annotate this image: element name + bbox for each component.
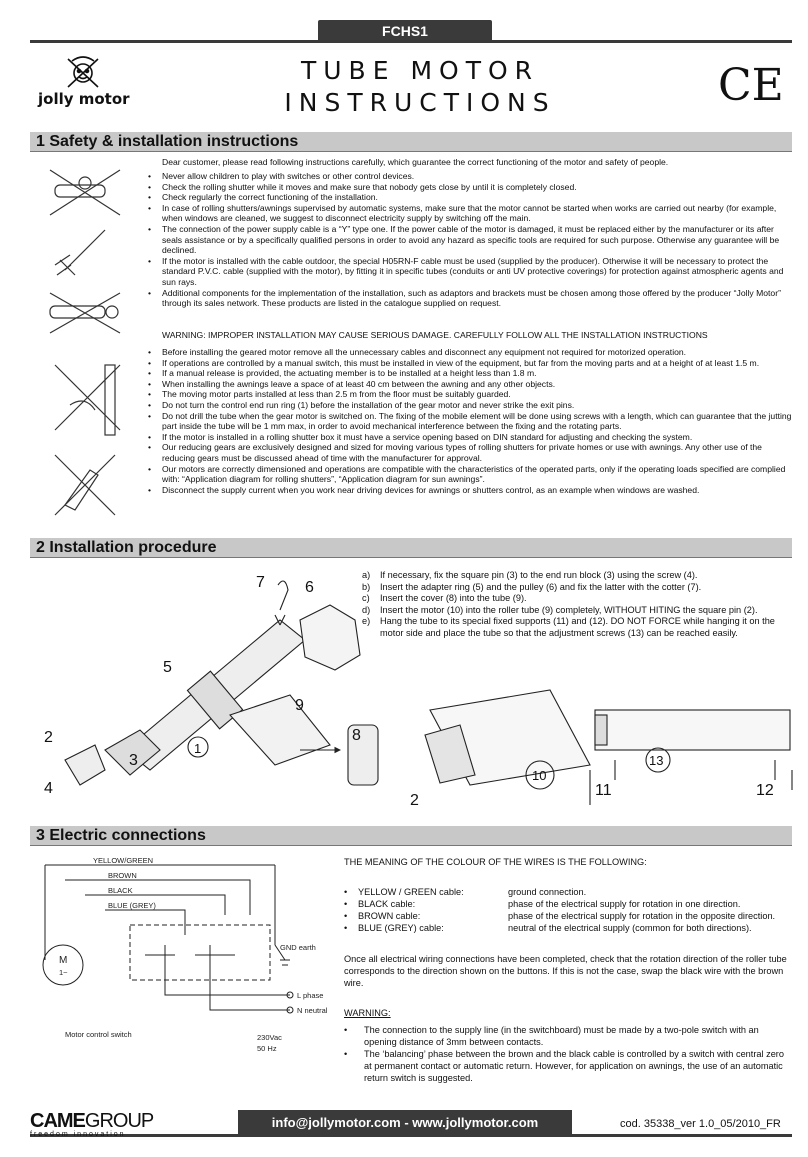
wire-label: BROWN: [108, 871, 137, 880]
cable-tube-icon: [40, 288, 130, 338]
brand-name: jolly motor: [38, 90, 130, 108]
section-2-heading: 2 Installation procedure: [30, 538, 792, 558]
list-item: • The connection of the power supply cable is a “Y” type one. If the power cable of the motor is damaged, it must be replaced either by the manufacturer or its after seals assistance or by a specifically qualified persons in order to avoid any hazard as specific tools are required for such purpose. Otherwise any guarantee will be declined.: [148, 224, 792, 256]
figure-label: 10: [532, 768, 547, 783]
list-item: • YELLOW / GREEN cable: ground connection.: [344, 886, 792, 898]
awning-manual-icon: [150, 355, 151, 356]
header-rule: [30, 40, 792, 43]
voltage-label: 230Vac: [257, 1033, 282, 1042]
came-tagline: freedom innovation: [30, 1131, 126, 1138]
list-item: • Before installing the geared motor remove all the unnecessary cables and disconnect any equipment not required for motorized operation.: [148, 347, 792, 358]
warning-title: WARNING:: [344, 1008, 391, 1018]
jolly-motor-logo-icon: [58, 55, 108, 91]
tube-right-icon: [120, 380, 121, 381]
list-item: • Disconnect the supply current when you work near driving devices for awnings or shutters control, as an example when windows are washed.: [148, 485, 792, 496]
wire-meaning-title: THE MEANING OF THE COLOUR OF THE WIRES IS THE FOLLOWING:: [344, 857, 647, 867]
figure-label: 1: [194, 741, 202, 756]
list-item: • When installing the awnings leave a space of at least 40 cm between the awning and any other objects.: [148, 379, 792, 390]
figure-label: 4: [44, 780, 53, 797]
figure-label: 6: [305, 579, 314, 596]
section-3-heading: 3 Electric connections: [30, 826, 792, 846]
document-code-tab: FCHS1: [318, 20, 492, 42]
list-item: e) Hang the tube to its special fixed supports (11) and (12). DO NOT FORCE while hanging it on the motor side and place the tube so that the adjustment screws (13) can be reached easily.: [362, 616, 775, 638]
section-1-heading: 1 Safety & installation instructions: [30, 132, 792, 152]
list-item: • Our reducing gears are exclusively designed and sized for moving various types of rolling shutters for private homes or use with awnings. Any other use of the reducing gears must be discussed ahead of time with the manufacturer for approval.: [148, 442, 792, 463]
motor-label: M: [59, 955, 68, 966]
list-item: • Check regularly the correct functioning of the installation.: [148, 192, 792, 203]
switch-label: Motor control switch: [65, 1030, 132, 1039]
list-item: • Never allow children to play with switches or other control devices.: [148, 171, 792, 182]
came-logo: [30, 1110, 153, 1133]
list-item: • If the motor is installed in a rolling shutter box it must have a service opening based on DIN standard for adjusting and checking the system.: [148, 432, 792, 443]
list-item: d) Insert the motor (10) into the roller tube (9) completely, WITHOUT HITING the square pin (2).: [362, 604, 758, 615]
list-item: • Additional components for the implementation of the installation, such as adaptors and brackets must be chosen among those offered by the producer “Jolly Motor” through its sales network. These products are listed in the catalogue supplied on request.: [148, 288, 792, 309]
contact-bar: info@jollymotor.com - www.jollymotor.com: [238, 1110, 572, 1136]
list-item: • The connection to the supply line (in the switchboard) must be made by a two-pole switch with an opening distance of 3mm between contacts.: [344, 1024, 792, 1048]
came-word: CAME: [30, 1110, 85, 1132]
list-item: b) Insert the adapter ring (5) and the pulley (6) and fix the latter with the cotter (7).: [362, 581, 702, 592]
gnd-label: GND earth: [280, 943, 316, 952]
phase-label: L phase: [297, 991, 324, 1000]
drill-warning-icon: [50, 450, 120, 520]
group-word: GROUP: [84, 1110, 154, 1132]
frequency-label: 50 Hz: [257, 1044, 277, 1053]
hand-icon: [130, 380, 131, 381]
ce-mark: CE: [718, 60, 784, 111]
figure-label: 2: [410, 792, 419, 809]
manual-switch-icon: [45, 355, 130, 440]
figure-label: 8: [352, 727, 361, 744]
wiring-check-paragraph: Once all electrical wiring connections have been completed, check that the rotation direction of the roller tube corresponds to the direction shown on the buttons. If this is not the case, swap the black wire with the brown wire.: [344, 954, 787, 988]
safety-list-b: [148, 347, 792, 495]
list-item: c) Insert the cover (8) into the tube (9).: [362, 593, 527, 603]
list-item: • In case of rolling shutters/awnings supervised by automatic systems, make sure that the motor cannot be started when works are carried out nearby (for example, when windows are cleaned, we suggest to disconnect electricity supply by switching off the main.: [148, 203, 792, 224]
list-item: • BLACK cable: phase of the electrical supply for rotation in one direction.: [344, 898, 792, 910]
figure-label: 5: [163, 659, 172, 676]
wire-list: [344, 886, 792, 934]
electric-warning-list: [344, 1024, 792, 1084]
wiring-diagram: [35, 855, 335, 1070]
title-line-2: INSTRUCTIONS: [284, 88, 556, 117]
figure-label: 12: [756, 782, 774, 799]
list-item: • BROWN cable: phase of the electrical supply for rotation in the opposite direction.: [344, 910, 792, 922]
figure-label: 7: [256, 574, 265, 591]
figure-label: 3: [129, 752, 138, 769]
figure-label: 2: [44, 729, 53, 746]
list-item: • Do not drill the tube when the gear motor is switched on. The fixing of the mobile element will be done using screws with a length, which can guarantee that the jutting part inside the tube will be 1 mm max, in order to avoid mechanical interference between the fixing and the rotating parts.: [148, 411, 792, 432]
list-item: • Our motors are correctly dimensioned and operations are compatible with the characteristics of the operated parts, only if the operating loads specified are complied with: “Application diagram for rolling shutters”, “Application diagram for sun awnings”.: [148, 464, 792, 485]
list-item: • Do not turn the control end run ring (1) before the installation of the gear motor and never strike the exit pins.: [148, 400, 792, 411]
neutral-label: N neutral: [297, 1006, 328, 1015]
tube-motor-warning-icon: [45, 220, 125, 280]
wire-label: BLACK: [108, 886, 133, 895]
motor-phase-label: 1~: [59, 968, 68, 977]
list-item: a) If necessary, fix the square pin (3) to the end run block (3) using the screw (4).: [362, 570, 698, 580]
list-item: • BLUE (GREY) cable: neutral of the electrical supply (common for both directions).: [344, 922, 792, 934]
list-item: • Check the rolling shutter while it moves and make sure that nobody gets close by until it is completely closed.: [148, 182, 792, 193]
figure-label: 13: [649, 753, 664, 768]
safety-list-a: [148, 171, 792, 309]
no-children-icon: [40, 165, 130, 220]
installation-diagram: [30, 565, 800, 810]
figure-label: 9: [295, 697, 304, 714]
section-1-intro: Dear customer, please read following instructions carefully, which guarantee the correct functioning of the motor and safety of people.: [162, 157, 669, 167]
figure-label: 11: [595, 782, 612, 799]
wire-label: YELLOW/GREEN: [93, 856, 154, 865]
list-item: • If the motor is installed with the cable outdoor, the special H05RN-F cable must be used (supplied by the producer). Otherwise it will be necessary to protect the standard P.V.C. cable (supplied with the motor), by fitting it in specific tubes (conduits or anti UV protective coverings) for protection against atmospheric agents and sun rays.: [148, 256, 792, 288]
document-code: cod. 35338_ver 1.0_05/2010_FR: [620, 1118, 781, 1130]
wire-label: BLUE (GREY): [108, 901, 156, 910]
list-item: • If a manual release is provided, the actuating member is to be installed at a height less than 1.8 m.: [148, 368, 792, 379]
title-line-1: TUBE MOTOR: [300, 56, 540, 85]
list-item: • If operations are controlled by a manual switch, this must be installed in view of the equipment, but far from the moving parts and at a height of at least 1.5 m.: [148, 358, 792, 369]
list-item: • The ‘balancing’ phase between the brown and the black cable is controlled by a switch with central zero at permanent contact or automatic return. However, for application on awnings, the use of an automatic return switch is suggested.: [344, 1048, 792, 1084]
safety-warning: WARNING: IMPROPER INSTALLATION MAY CAUSE SERIOUS DAMAGE. CAREFULLY FOLLOW ALL THE INSTALLATION INSTRUCTIONS: [162, 330, 708, 340]
list-item: • The moving motor parts installed at less than 2.5 m from the floor must be suitably guarded.: [148, 389, 792, 400]
